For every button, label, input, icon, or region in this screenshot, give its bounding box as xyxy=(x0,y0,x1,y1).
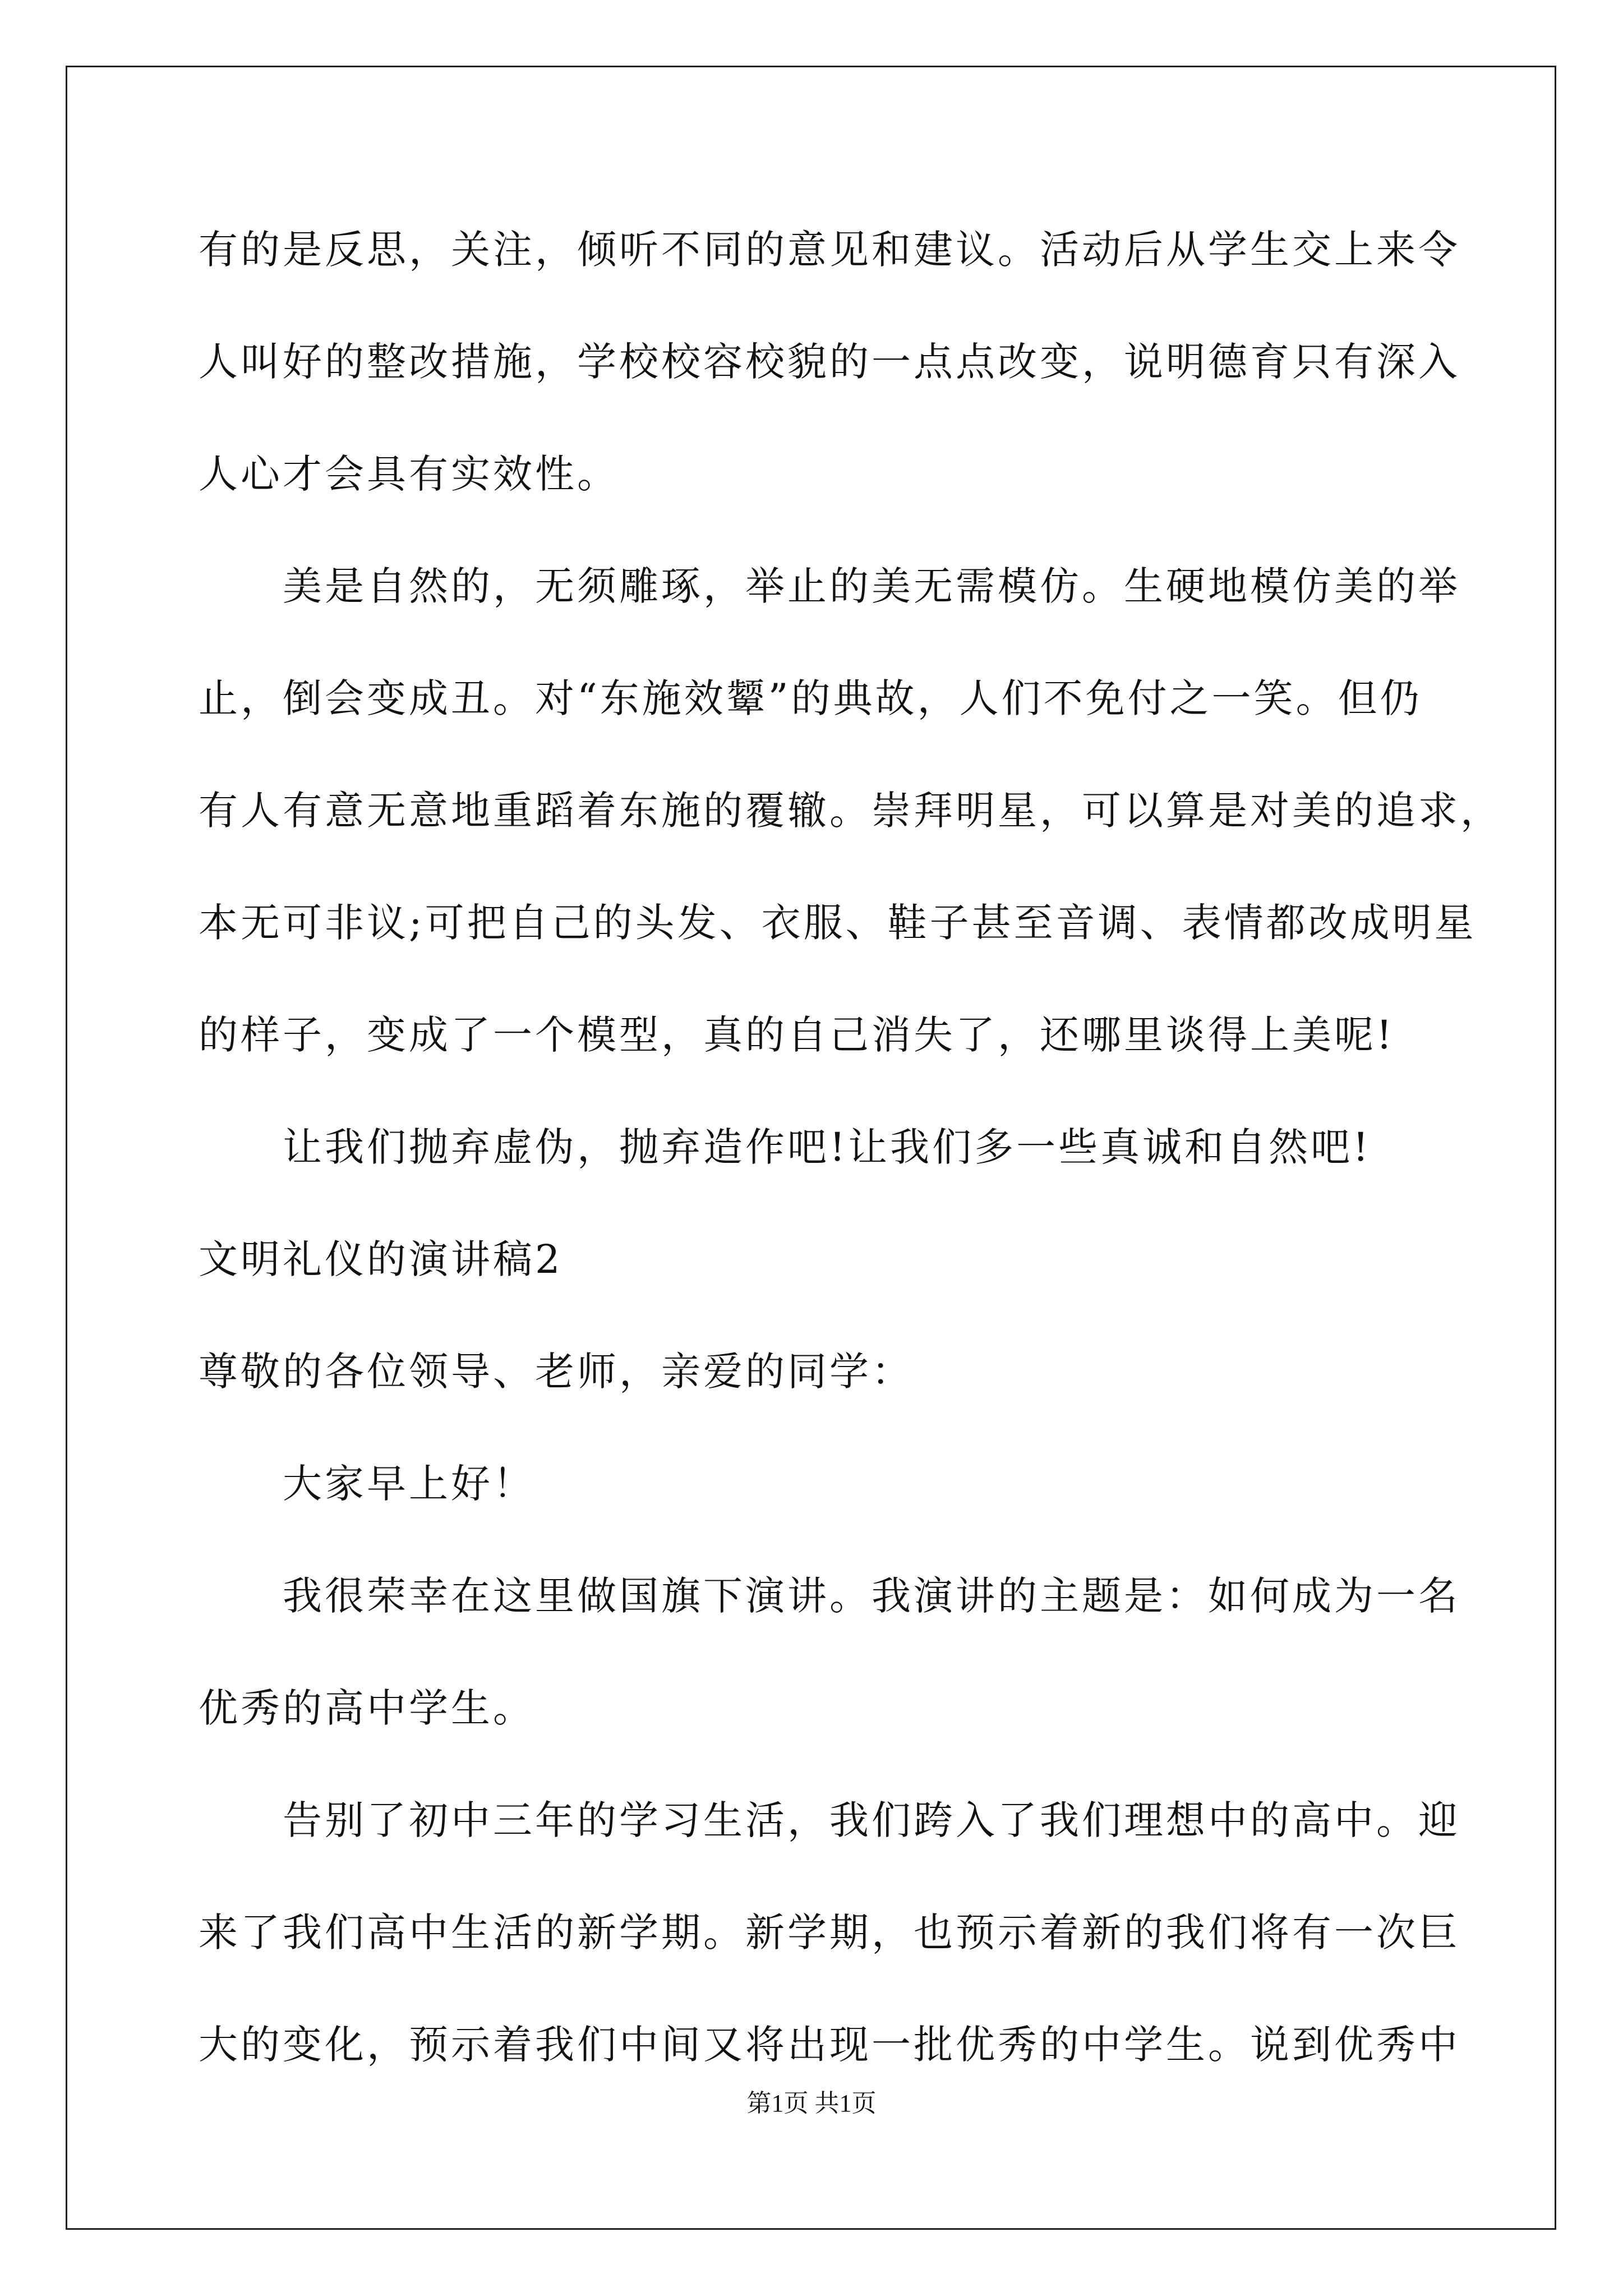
text-line: 人叫好的整改措施，学校校容校貌的一点点改变，说明德育只有深入 xyxy=(199,339,1460,385)
section-title: 文明礼仪的演讲稿2 xyxy=(199,1236,563,1282)
salutation: 尊敬的各位领导、老师，亲爱的同学： xyxy=(199,1349,914,1395)
paragraph-start-line: 美是自然的，无须雕琢，举止的美无需模仿。生硬地模仿美的举 xyxy=(283,563,1460,609)
text-line: 有的是反思，关注，倾听不同的意见和建议。活动后从学生交上来令 xyxy=(199,227,1460,273)
text-line: 大的变化，预示着我们中间又将出现一批优秀的中学生。说到优秀中 xyxy=(199,2022,1460,2068)
page-number-footer: 第1页 共1页 xyxy=(746,2090,877,2117)
text-line: 本无可非议;可把自己的头发、衣服、鞋子甚至音调、表情都改成明星 xyxy=(199,900,1477,946)
paragraph-start-line: 我很荣幸在这里做国旗下演讲。我演讲的主题是：如何成为一名 xyxy=(283,1573,1460,1619)
text-line: 的样子，变成了一个模型，真的自己消失了，还哪里谈得上美呢! xyxy=(199,1012,1395,1058)
text-line: 有人有意无意地重蹈着东施的覆辙。崇拜明星，可以算是对美的追求， xyxy=(199,788,1502,834)
paragraph-start-line: 告别了初中三年的学习生活，我们跨入了我们理想中的高中。迎 xyxy=(283,1797,1460,1843)
paragraph-start-line: 让我们抛弃虚伪，抛弃造作吧!让我们多一些真诚和自然吧! xyxy=(283,1124,1372,1170)
text-line: 来了我们高中生活的新学期。新学期，也预示着新的我们将有一次巨 xyxy=(199,1910,1460,1955)
text-line: 止，倒会变成丑。对“东施效颦”的典故，人们不免付之一笑。但仍 xyxy=(199,675,1422,721)
text-line: 人心才会具有实效性。 xyxy=(199,451,619,497)
greeting: 大家早上好！ xyxy=(283,1461,535,1507)
text-line: 优秀的高中学生。 xyxy=(199,1685,535,1731)
